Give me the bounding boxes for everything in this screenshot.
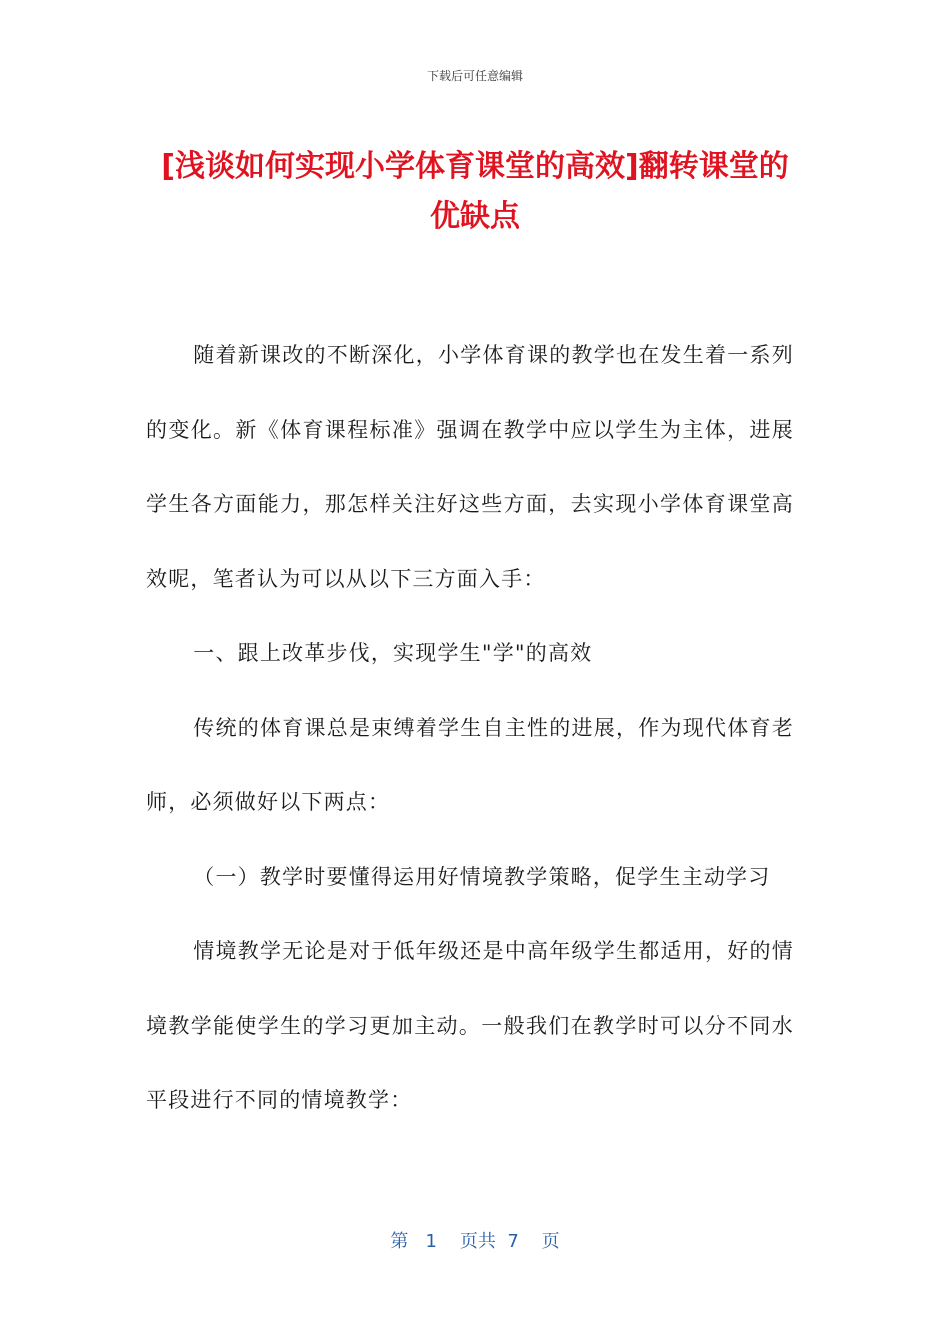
page-suffix: 页: [541, 1231, 560, 1252]
document-body: [146, 318, 794, 1138]
current-page-number: 1: [425, 1231, 437, 1252]
page-middle: 页共: [459, 1231, 496, 1252]
header-note: 下载后可任意编辑: [426, 69, 523, 83]
section-heading-1: 一、跟上改革步伐，实现学生"学"的高效: [193, 641, 593, 665]
subsection-heading-1: （一）教学时要懂得运用好情境教学策略，促学生主动学习: [193, 864, 771, 889]
page-prefix: 第: [390, 1231, 409, 1252]
paragraph-intro: 随着新课改的不断深化，小学体育课的教学也在发生着一系列的变化。新《体育课程标准》强调在教学中应以学生为主体，进展学生各方面能力，那怎样关注好这些方面，去实现小学体育课堂高效呢，笔者认为可以从以下三方面入手：: [146, 343, 794, 591]
total-pages-number: 7: [507, 1231, 519, 1252]
paragraph-situational: 情境教学无论是对于低年级还是中高年级学生都适用，好的情境教学能使学生的学习更加主动。一般我们在教学时可以分不同水平段进行不同的情境教学：: [146, 939, 794, 1112]
paragraph-traditional: 传统的体育课总是束缚着学生自主性的进展，作为现代体育老师，必须做好以下两点：: [146, 715, 794, 814]
page-footer: [0, 1227, 950, 1253]
document-title: [浅谈如何实现小学体育课堂的高效]翻转课堂的优缺点: [161, 149, 789, 234]
